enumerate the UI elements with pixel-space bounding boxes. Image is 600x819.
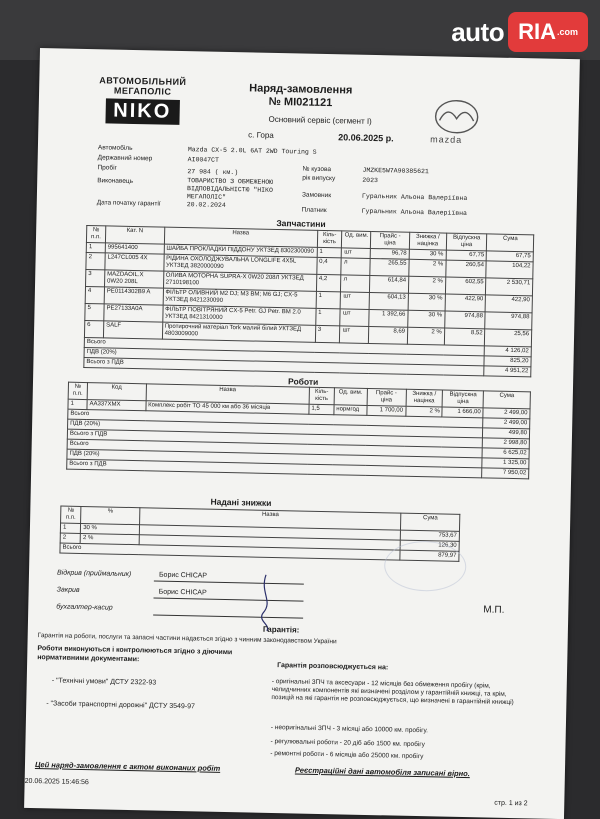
logo-line2: МЕГАПОЛІС <box>113 85 172 97</box>
parts-col-name: Назва <box>164 227 317 247</box>
vin-label: № кузова <box>302 165 332 174</box>
customer-value: Гуральник Альона Валеріївна <box>361 192 468 202</box>
parts-cell: 422,90 <box>486 295 533 313</box>
watermark-ria-suffix: .com <box>556 27 578 37</box>
parts-cell: 2 % <box>409 259 446 277</box>
works-cell: Комплекс робіт ТО 45 000 км або 36 місяців <box>146 401 309 414</box>
parts-cell: 1 <box>86 243 105 253</box>
parts-cell: шт <box>342 248 371 259</box>
parts-cell: 30 % <box>408 293 445 311</box>
year-value: 2023 <box>362 176 378 185</box>
works-col-discount: Знижка / націнка <box>406 389 443 407</box>
parts-cell: 2 <box>86 253 105 270</box>
parts-cell: 602,55 <box>445 277 486 295</box>
parts-cell: ФІЛЬТР ПОВІТРЯНИЙ CX-5 Petr. GJ Petr. BM 2.0 УКТЗЕД 8421310000 <box>162 305 315 325</box>
works-total-value: 2 499,00 <box>483 418 530 429</box>
document-title: Наряд-замовлення <box>249 82 353 97</box>
payer-value: Гуральник Альона Валеріївна <box>361 207 468 217</box>
works-col-sum: Сума <box>483 391 530 409</box>
works-col-qty: Кіль-кість <box>309 387 334 405</box>
parts-vat-value: 825,20 <box>484 356 531 367</box>
warranty-item-4: - ремонтні роботи - 6 місяців або 25000 км. пробігу <box>270 749 424 761</box>
logo-brand: NIKO <box>105 98 180 125</box>
watermark-ria-badge <box>508 12 588 52</box>
year-label: рік випуску <box>302 174 336 183</box>
works-col-code: Код <box>87 383 146 401</box>
parts-cell: 6 <box>84 320 103 337</box>
closed-value: Борис СНІСАР <box>158 588 207 597</box>
parts-cell: РІДИНА ОХОЛОДЖУВАЛЬНА LONGLIFE 4X5L УКТЗЕД 3820000090 <box>163 254 316 274</box>
parts-cell: 422,90 <box>445 294 486 312</box>
grand-total-vat-label: Всього з ПДВ <box>67 459 482 478</box>
parts-cell: ШАЙБА ПРОКЛАДКИ ПІДДОНУ УКТЗЕД 8302300090 <box>164 244 317 257</box>
guarantee-line: Гарантія на роботи, послуги та запасні частини надається згідно з чинним законодавством України <box>37 632 337 646</box>
executor-value: ТОВАРИСТВО З ОБМЕЖЕНОЮ ВІДПОВІДАЛЬНІСТЮ "НІКО МЕГАПОЛІС" <box>186 177 274 201</box>
works-vat-value: 499,80 <box>483 428 530 439</box>
parts-cell: 4 <box>85 287 104 304</box>
parts-cell: 974,88 <box>485 312 532 330</box>
act-note: Цей наряд-замовлення є актом виконаних робіт <box>34 760 221 773</box>
page-number: стр. 1 из 2 <box>494 799 528 808</box>
parts-cell: L247CL005 4X <box>105 253 164 271</box>
warranty-scope-title: Гарантія розповсюджується на: <box>277 662 389 672</box>
standards-title: Роботи виконуються і контролюються згідно з діючими нормативними документами: <box>37 645 233 664</box>
grand-vat-value: 1 325,00 <box>482 458 529 469</box>
grand-total-vat-value: 7 950,02 <box>482 468 529 479</box>
works-col-name: Назва <box>146 384 310 404</box>
executor-label: Виконавець <box>97 177 134 185</box>
standard-item-2: - "Засоби транспортні дорожні" ДСТУ 3549-97 <box>46 700 196 711</box>
discounts-col-sum: Сума <box>401 513 460 531</box>
warranty-item-1: - оригінальні ЗПЧ та аксесуари - 12 місяців без обмеження пробігу (крім, челидчинних компонентів які визначені розділом у гарантійній книжці, та крім, позицій на які гарантія не розповсюджується, що визначені в гарантійній книжці) <box>271 677 514 707</box>
work-order-document <box>24 48 580 819</box>
parts-cell: 974,88 <box>444 311 485 329</box>
parts-cell: шт <box>340 309 369 327</box>
mp-label: М.П. <box>483 604 505 616</box>
works-table <box>66 382 531 480</box>
document-subtitle: Основний сервіс (сегмент І) <box>268 114 372 126</box>
discounts-col-percent: % <box>81 506 140 524</box>
parts-cell: 3 <box>86 270 105 287</box>
works-cell: 1 666,00 <box>442 407 483 418</box>
car-value: Mazda CX-5 2.0L 6AT 2WD Touring S <box>187 146 317 156</box>
works-cell: 1,5 <box>309 404 334 415</box>
car-label: Автомобіль <box>97 144 133 152</box>
cashier-label: бухгалтер-касир <box>56 603 113 612</box>
parts-section-title: Запчастини <box>276 217 326 230</box>
parts-cell: 265,55 <box>370 258 409 276</box>
discounts-col-name: Назва <box>139 508 401 530</box>
grand-total-label: Всього <box>67 439 482 458</box>
parts-cell: 604,13 <box>369 292 408 310</box>
watermark-ria-text: RIA <box>518 19 556 44</box>
parts-col-cat: Кат. N <box>105 226 164 244</box>
parts-cell: 5 <box>85 304 104 321</box>
parts-cell: MAZDAOIL.X 0W20 208L <box>104 270 163 288</box>
parts-cell: 995641400 <box>105 243 164 254</box>
received-label: Відкрив (приймальник) <box>56 569 132 579</box>
vin-value: JMZKE5W7A90385621 <box>362 166 429 176</box>
works-cell: 2 % <box>405 406 442 417</box>
document-place: с. Гора <box>248 130 274 140</box>
parts-cell: 1 <box>317 247 342 258</box>
parts-total-vat-value: 4 951,22 <box>484 366 531 377</box>
parts-cell: PE27133A0A <box>104 304 163 322</box>
works-cell: AA337XMX <box>87 400 146 411</box>
parts-cell: 260,54 <box>445 260 486 278</box>
discounts-cell: 1 <box>60 523 80 533</box>
parts-total-value: 4 126,02 <box>485 346 532 357</box>
works-col-num: № п.п. <box>68 382 87 399</box>
parts-col-price: Прайс - ціна <box>371 231 410 249</box>
parts-cell: 8,52 <box>444 328 485 346</box>
mileage-value: 27 984 ( км.) <box>187 168 239 177</box>
parts-cell: 3 <box>315 325 340 343</box>
standard-item-1: - "Технічні умови" ДСТУ 2322-93 <box>51 677 157 687</box>
parts-cell: PE0114302B9 A <box>104 287 163 305</box>
parts-cell: 2 % <box>407 327 444 345</box>
parts-cell: 0,4 <box>316 257 341 275</box>
document-title-block <box>249 82 353 110</box>
document-date: 20.06.2025 р. <box>338 132 394 144</box>
parts-cell: 30 % <box>408 310 445 328</box>
parts-cell: 1 <box>315 308 340 326</box>
parts-cell: 96,78 <box>370 248 409 259</box>
discounts-total-value: 879,97 <box>400 550 459 561</box>
warranty-item-2: - неоригінальні ЗПЧ - 3 місяці або 10000 км. пробігу. <box>270 723 428 735</box>
parts-vat-label: ПДВ (20%) <box>84 347 485 365</box>
parts-total-vat-label: Всього з ПДВ <box>84 357 485 375</box>
payer-label: Платник <box>301 206 327 215</box>
parts-cell: 67,75 <box>446 250 487 261</box>
parts-cell: ФІЛЬТР ОЛИВНИЙ M2 DJ; M3 BM; M6 GJ; CX-5 УКТЗЕД 8421230090 <box>163 288 316 308</box>
discounts-col-num: № п.п. <box>61 506 82 523</box>
mazda-wordmark: mazda <box>430 134 463 145</box>
warranty-label: Дата початку гарантії <box>96 199 161 208</box>
parts-cell: 8,69 <box>369 326 408 344</box>
grand-vat-label: ПДВ (20%) <box>67 449 482 468</box>
works-total-label: Всього <box>68 409 483 428</box>
parts-cell: 1 392,66 <box>369 309 408 327</box>
discounts-total-label: Всього <box>60 543 400 560</box>
faded-stamp-icon <box>384 540 467 592</box>
parts-cell: Протирочний матеріал Tork малий білий УКТЗЕД 4803009000 <box>162 322 315 342</box>
registration-note: Реєстраційні дані автомобіля записані вірно. <box>294 765 470 779</box>
mazda-logo-icon <box>433 98 480 135</box>
parts-total-label: Всього <box>84 337 485 355</box>
mileage-label: Пробіг <box>97 164 118 172</box>
guarantee-title: Гарантія: <box>262 624 300 635</box>
parts-cell: л <box>341 275 370 293</box>
customer-label: Замовник <box>301 191 332 200</box>
watermark-auto-text: auto <box>451 16 505 47</box>
logo-line1: АВТОМОБІЛЬНИЙ <box>99 75 187 88</box>
warranty-item-3: - регулювальні роботи - 20 діб або 1500 км. пробігу <box>270 737 426 749</box>
warranty-value: 20.02.2024 <box>186 201 226 209</box>
discounts-cell: 753,67 <box>401 530 460 541</box>
works-cell: 1 700,00 <box>367 405 406 416</box>
parts-cell: шт <box>341 292 370 310</box>
works-col-net: Відпускна ціна <box>442 390 483 408</box>
parts-col-discount: Знижка / націнка <box>409 232 446 250</box>
niko-logo <box>98 75 186 125</box>
works-section-title: Роботи <box>287 376 319 387</box>
received-value: Борис СНІСАР <box>158 571 208 580</box>
auto-ria-watermark <box>451 10 588 54</box>
parts-cell: 2 530,71 <box>486 278 533 296</box>
parts-cell: л <box>341 258 370 276</box>
parts-cell: шт <box>340 326 369 344</box>
parts-col-unit: Од. вим. <box>342 231 371 249</box>
works-col-unit: Од. вим. <box>334 388 367 406</box>
parts-col-qty: Кіль-кість <box>317 230 342 248</box>
parts-col-net: Відпускна ціна <box>446 233 487 251</box>
discounts-cell: 2 <box>60 533 80 543</box>
works-cell: нормгод <box>334 405 367 416</box>
parts-cell: 67,75 <box>487 251 534 262</box>
closed-label: Закрив <box>56 586 80 594</box>
plate-label: Державний номер <box>97 154 153 163</box>
works-cell: 2 499,00 <box>483 408 530 419</box>
grand-total-value: 6 625,02 <box>482 448 529 459</box>
works-cell: 1 <box>68 399 87 409</box>
works-total-vat-label: Всього з ПДВ <box>67 429 482 448</box>
parts-col-num: № п.п. <box>86 226 105 243</box>
discounts-cell: 2 % <box>80 533 139 544</box>
works-total-vat-value: 2 998,80 <box>482 438 529 449</box>
parts-cell: 25,56 <box>485 329 532 347</box>
parts-cell: SALF <box>103 321 162 339</box>
parts-cell: ОЛИВА МОТОРНА SUPRA-X 0W20 208Л УКТЗЕД 2710198100 <box>163 271 316 291</box>
parts-cell: 1 <box>316 291 341 309</box>
parts-cell: 2 % <box>408 276 445 294</box>
discounts-cell: 30 % <box>81 523 140 534</box>
parts-cell: 104,22 <box>486 261 533 279</box>
parts-cell: 4,2 <box>316 274 341 292</box>
parts-table <box>83 225 534 377</box>
document-number: № МІ021121 <box>268 95 333 110</box>
parts-cell: 30 % <box>409 249 446 260</box>
print-timestamp: 20.06.2025 15:46:56 <box>24 777 89 787</box>
parts-col-sum: Сума <box>487 234 534 252</box>
discounts-section-title: Надані знижки <box>210 496 272 508</box>
works-col-price: Прайс - ціна <box>367 388 406 406</box>
works-vat-label: ПДВ (20%) <box>68 419 483 438</box>
discounts-cell: 126,30 <box>400 540 459 551</box>
parts-cell: 614,84 <box>370 275 409 293</box>
plate-value: AI0047CT <box>187 156 219 164</box>
